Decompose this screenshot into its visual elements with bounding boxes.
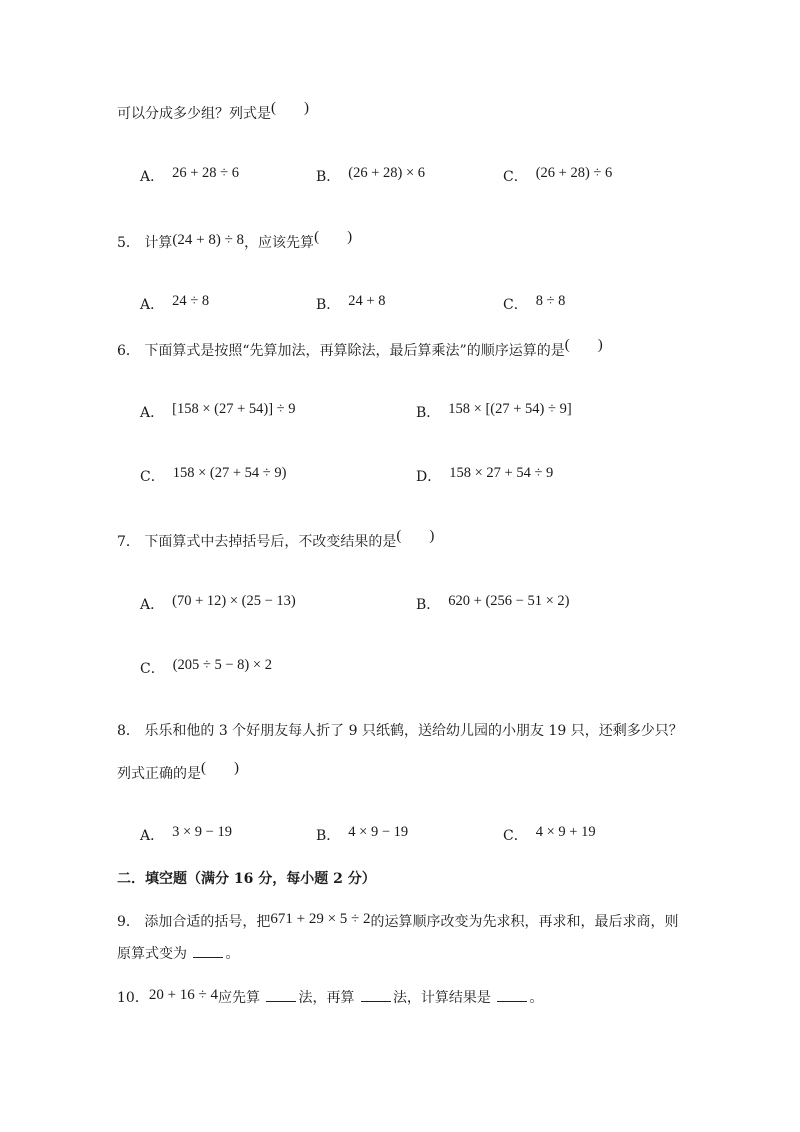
q8-stem-line2: 列式正确的是( ) <box>117 760 239 782</box>
section-heading-fill-in: 二．填空题（满分 16 分，每小题 2 分） <box>117 871 376 887</box>
q5-stem: 5． 计算(24 + 8) ÷ 8，应该先算( ) <box>117 229 353 251</box>
q8-option-c: C． 4 × 9 + 19 <box>503 824 596 844</box>
answer-blank[interactable] <box>266 989 296 1002</box>
q8-stem-line1: 8． 乐乐和他的 3 个好朋友每人折了 9 只纸鹤，送给幼儿园的小朋友 19 只，还剩多少只？ <box>117 723 683 739</box>
q9-stem-line2: 原算式变为 。 <box>117 946 240 962</box>
answer-blank[interactable] <box>361 989 391 1002</box>
q6-stem: 6． 下面算式是按照“先算加法，再算除法，最后算乘法”的顺序运算的是( ) <box>117 337 603 359</box>
q4-stem: 可以分成多少组？列式是( ) <box>117 100 309 122</box>
answer-blank[interactable] <box>497 989 527 1002</box>
q6-option-a: A． [158 × (27 + 54)] ÷ 9 <box>140 401 296 421</box>
answer-blank[interactable] <box>193 945 223 958</box>
answer-paren: ( ) <box>396 528 435 544</box>
answer-paren: ( ) <box>201 760 239 776</box>
q8-option-a: A． 3 × 9 − 19 <box>140 824 232 844</box>
q7-option-a: A． (70 + 12) × (25 − 13) <box>140 593 296 613</box>
q6-option-b: B． 158 × [(27 + 54) ÷ 9] <box>416 401 572 421</box>
answer-paren: ( ) <box>314 229 353 245</box>
q7-option-b: B． 620 + (256 − 51 × 2) <box>416 593 570 613</box>
q5-option-c: C． 8 ÷ 8 <box>503 293 566 313</box>
q10-stem: 10．20 + 16 ÷ 4应先算 法，再算 法，计算结果是 。 <box>117 987 544 1006</box>
answer-paren: ( ) <box>271 100 309 116</box>
q5-option-a: A． 24 ÷ 8 <box>140 293 210 313</box>
q4-option-b: B． (26 + 28) × 6 <box>316 165 426 185</box>
q7-stem: 7． 下面算式中去掉括号后，不改变结果的是( ) <box>117 528 435 550</box>
q9-stem-line1: 9． 添加合适的括号，把671 + 29 × 5 ÷ 2的运算顺序改变为先求积，再求和，最后求商，则 <box>117 911 679 930</box>
q6-option-d: D． 158 × 27 + 54 ÷ 9 <box>416 465 554 485</box>
q5-option-b: B． 24 + 8 <box>316 293 386 313</box>
q4-option-a: A． 26 + 28 ÷ 6 <box>140 165 240 185</box>
q6-option-c: C． 158 × (27 + 54 ÷ 9) <box>140 465 287 485</box>
q7-option-c: C． (205 ÷ 5 − 8) × 2 <box>140 657 272 677</box>
answer-paren: ( ) <box>564 337 603 353</box>
q8-option-b: B． 4 × 9 − 19 <box>316 824 409 844</box>
q4-option-c: C． (26 + 28) ÷ 6 <box>503 165 613 185</box>
